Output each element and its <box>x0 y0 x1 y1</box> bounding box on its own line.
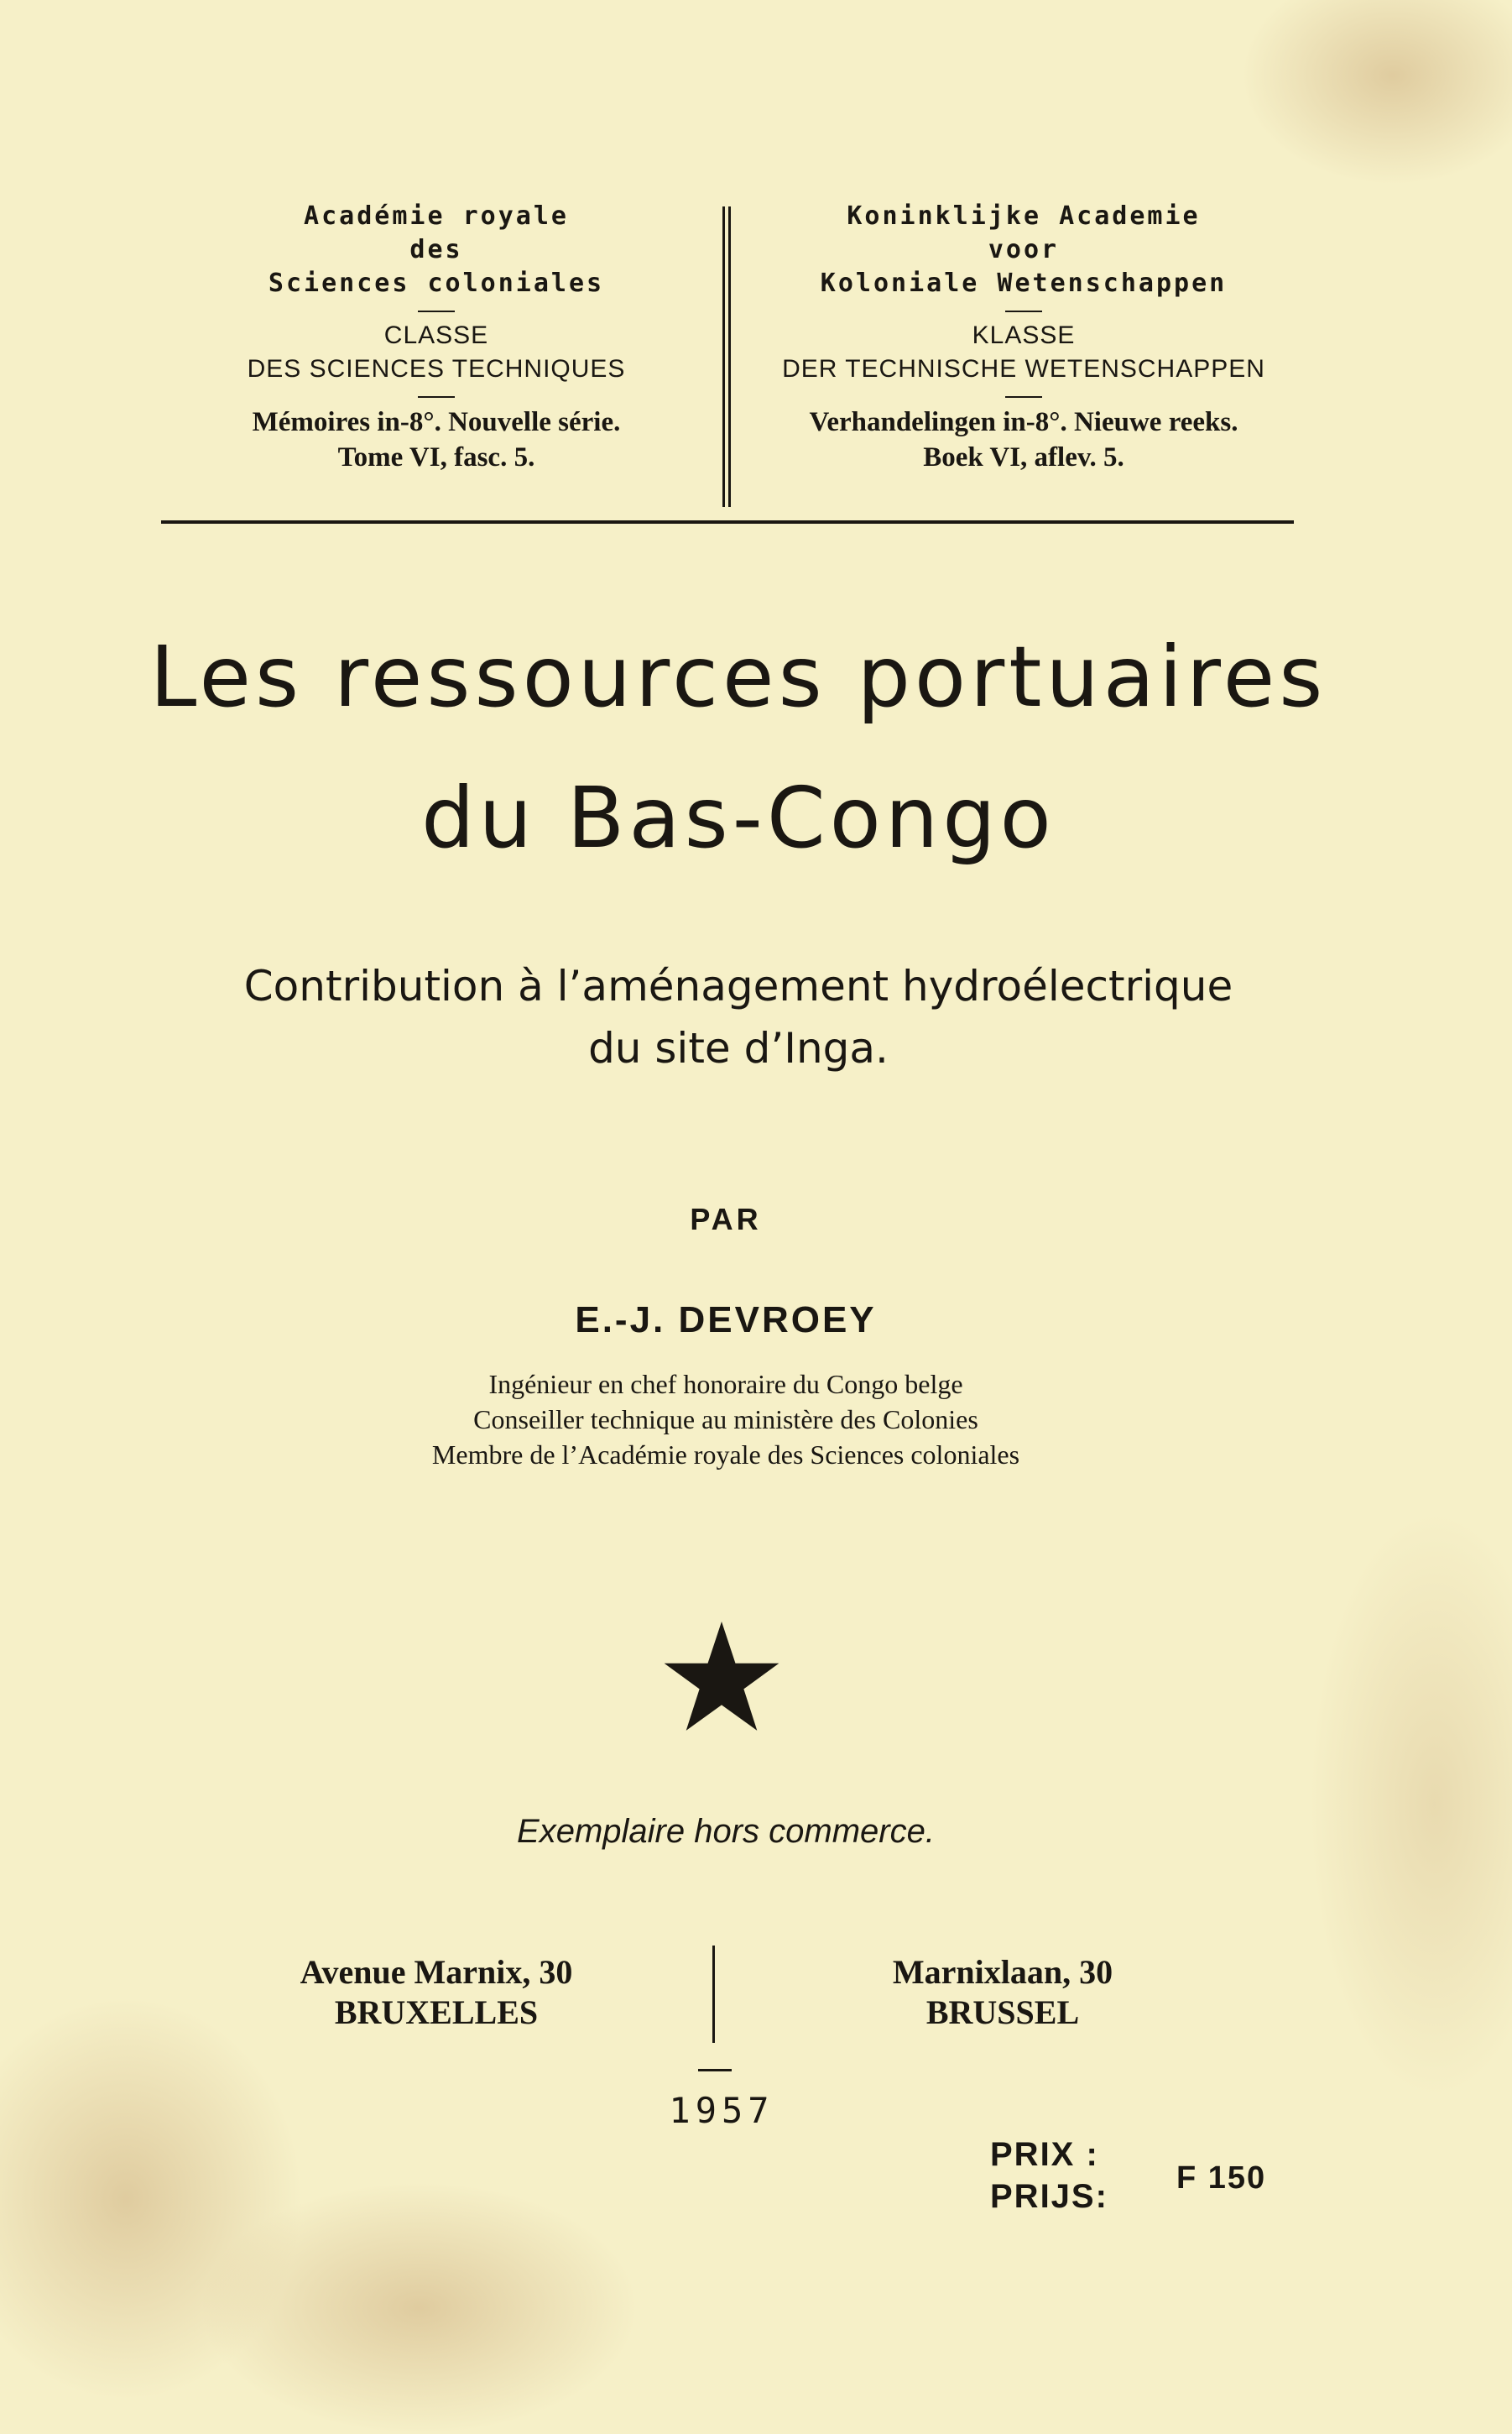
header-column-separator <box>722 206 731 507</box>
price-labels <box>990 2134 1108 2217</box>
affiliation-line: Membre de l’Académie royale des Sciences coloniales <box>431 1439 1020 1470</box>
classe-nl <box>738 319 1309 386</box>
main-title-line-1: Les ressources portuaires <box>149 628 1327 726</box>
address-fr <box>235 1952 638 2033</box>
main-title-line-2: du Bas-Congo <box>421 769 1056 867</box>
author-name: E.-J. DEVROEY <box>575 1299 877 1340</box>
divider <box>698 2069 732 2071</box>
header-right <box>738 200 1309 475</box>
academy-line: des <box>409 235 463 264</box>
star-icon <box>663 1622 780 1734</box>
paper-stain <box>1309 1511 1512 2098</box>
academy-line: Koninklijke Academie <box>847 201 1201 231</box>
academy-name-fr <box>159 200 713 300</box>
address-nl <box>839 1952 1166 2033</box>
header-rule <box>161 520 1294 524</box>
academy-line: voor <box>988 235 1060 264</box>
affiliation-line: Conseiller technique au ministère des Colonies <box>473 1404 978 1434</box>
divider <box>418 311 455 312</box>
academy-line: Koloniale Wetenschappen <box>820 269 1228 298</box>
address-street: Marnixlaan, 30 <box>892 1953 1113 1991</box>
classe-line: CLASSE <box>383 321 489 349</box>
series-line: Tome VI, fasc. 5. <box>337 442 535 473</box>
subtitle-line-2: du site d’Inga. <box>588 1024 889 1073</box>
series-line: Verhandelingen in-8°. Nieuwe reeks. <box>809 407 1238 437</box>
address-street: Avenue Marnix, 30 <box>300 1953 573 1991</box>
series-fr <box>159 405 713 475</box>
affiliation-line: Ingénieur en chef honoraire du Congo belge <box>488 1369 963 1399</box>
divider <box>1005 311 1042 312</box>
academy-line: Sciences coloniales <box>268 269 605 298</box>
author-affiliations <box>0 1366 1452 1472</box>
classe-fr <box>159 319 713 386</box>
price-value: F 150 <box>1176 2160 1267 2196</box>
classe-line: KLASSE <box>972 321 1076 349</box>
academy-name-nl <box>738 200 1309 300</box>
address-city: BRUXELLES <box>334 1993 539 2031</box>
distribution-note: Exemplaire hors commerce. <box>517 1813 935 1850</box>
series-line: Mémoires in-8°. Nouvelle série. <box>252 407 621 437</box>
address-separator <box>712 1946 715 2043</box>
academy-line: Académie royale <box>304 201 569 231</box>
subtitle-line-1: Contribution à l’aménagement hydroélectrique <box>243 962 1233 1011</box>
publication-year: 1957 <box>669 2090 774 2131</box>
divider <box>1005 396 1042 398</box>
by-label: PAR <box>690 1202 762 1236</box>
paper-stain <box>201 2182 638 2434</box>
series-nl <box>738 405 1309 475</box>
price-label-nl: PRIJS: <box>990 2178 1108 2215</box>
address-city: BRUSSEL <box>925 1993 1080 2031</box>
paper-stain <box>1242 0 1512 185</box>
classe-line: DER TECHNISCHE WETENSCHAPPEN <box>782 355 1265 383</box>
classe-line: DES SCIENCES TECHNIQUES <box>247 355 626 383</box>
price-label-fr: PRIX : <box>990 2136 1099 2173</box>
series-line: Boek VI, aflev. 5. <box>923 442 1124 473</box>
header-left <box>159 200 713 475</box>
divider <box>418 396 455 398</box>
